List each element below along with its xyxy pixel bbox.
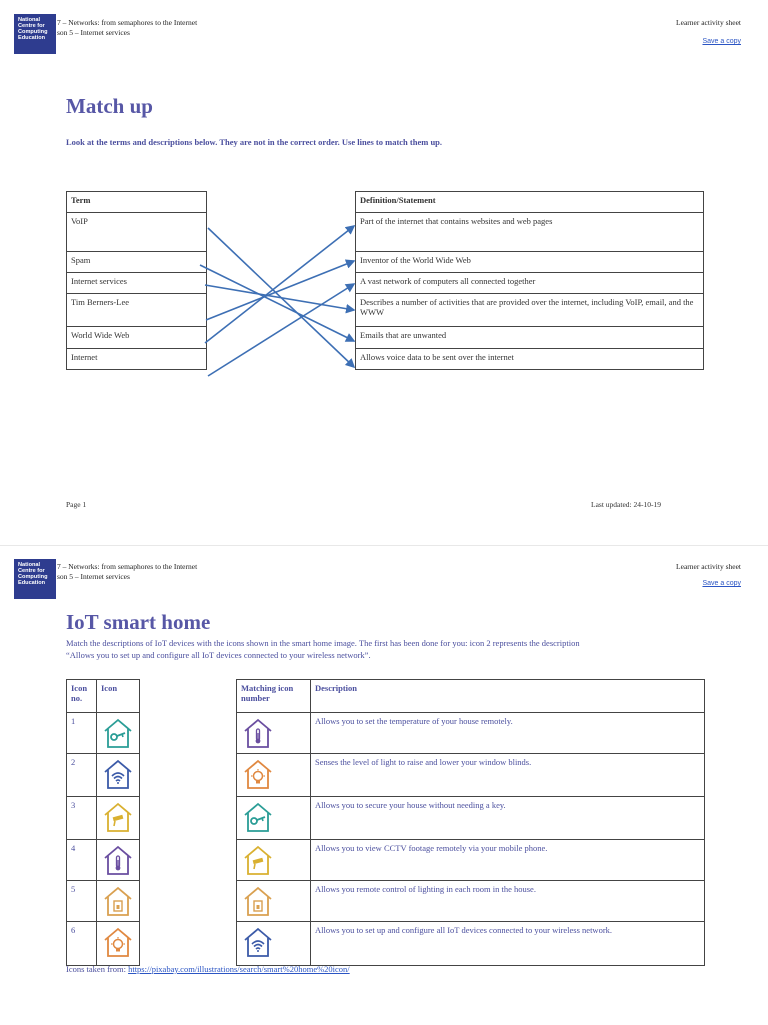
icon-number: 2 [67,754,97,797]
logo-line: Education [18,35,46,41]
sheet-type: Learner activity sheet [676,18,741,27]
icon-cell [97,797,140,840]
term-cell[interactable]: Internet services [67,273,207,294]
description-cell: Allows you to set up and configure all IoT devices connected to your wireless network. [311,922,705,966]
match-line [206,261,354,320]
term-header: Term [67,192,207,213]
bulb-house-icon [241,757,306,791]
logo-line: Education [18,580,46,586]
last-updated: Last updated: 24-10-19 [591,500,661,509]
intro-line: “Allows you to set up and configure all IoT devices connected to your wireless network”. [66,650,371,660]
logo-line: National [18,562,41,568]
matching-icon-cell[interactable] [237,922,311,966]
definition-cell[interactable]: Inventor of the World Wide Web [356,252,704,273]
credit-label: Icons taken from: [66,964,126,974]
wifi-house-icon [101,757,135,791]
matching-icon-cell[interactable] [237,797,311,840]
page-number: Page 1 [66,500,87,509]
thermometer-house-icon [241,716,306,750]
icon-no-header: Icon no. [67,680,97,713]
wifi-house-icon [241,925,306,959]
sheet-type: Learner activity sheet [676,562,741,571]
page-2 [0,545,768,1025]
description-cell: Allows you remote control of lighting in each room in the house. [311,881,705,922]
matching-icon-cell[interactable] [237,881,311,922]
key-house-icon [241,800,306,834]
definition-cell[interactable]: Part of the internet that contains websites and web pages [356,213,704,252]
unit-title: 7 – Networks: from semaphores to the Internet [57,562,198,571]
icon-number: 5 [67,881,97,922]
icon-number: 1 [67,713,97,754]
logo-line: Computing [18,29,48,35]
save-copy-link[interactable]: Save a copy [702,580,741,587]
icon-cell [97,881,140,922]
lesson-title: son 5 – Internet services [57,28,130,37]
term-cell[interactable]: World Wide Web [67,327,207,349]
description-cell: Allows you to secure your house without needing a key. [311,797,705,840]
term-cell[interactable]: Tim Berners-Lee [67,294,207,327]
matching-table [236,679,705,966]
match-lines [0,0,768,400]
matching-icon-header: Matching icon number [237,680,311,713]
description-cell: Allows you to set the temperature of your house remotely. [311,713,705,754]
light-switch-house-icon [101,884,135,918]
logo-line: National [18,17,41,23]
lesson-title: son 5 – Internet services [57,572,130,581]
matching-icon-cell[interactable] [237,754,311,797]
description-cell: Allows you to view CCTV footage remotely via your mobile phone. [311,840,705,881]
icon-table [66,679,140,966]
logo-line: Computing [18,574,48,580]
icon-number: 4 [67,840,97,881]
instruction-text: Look at the terms and descriptions below. They are not in the correct order. Use lines to match them up. [66,137,443,147]
cctv-house-icon [101,800,135,834]
page-title: Match up [66,94,153,118]
definition-header: Definition/Statement [356,192,704,213]
save-copy-link[interactable]: Save a copy [702,38,741,45]
bulb-house-icon [101,925,135,959]
icon-number: 3 [67,797,97,840]
unit-title: 7 – Networks: from semaphores to the Internet [57,18,198,27]
definition-cell[interactable]: A vast network of computers all connected together [356,273,704,294]
logo-line: Centre for [18,568,45,574]
icon-credit [66,964,350,974]
icon-cell [97,840,140,881]
definition-cell[interactable]: Allows voice data to be sent over the internet [356,349,704,370]
light-switch-house-icon [241,884,306,918]
intro-line: Match the descriptions of IoT devices with the icons shown in the smart home image. The first has been done for you: icon 2 represents the description [66,638,580,648]
matching-icon-cell[interactable] [237,713,311,754]
icon-cell [97,922,140,966]
intro-text [66,637,706,661]
icon-cell [97,754,140,797]
icon-cell [97,713,140,754]
term-cell[interactable]: Internet [67,349,207,370]
cctv-house-icon [241,843,306,877]
key-house-icon [101,716,135,750]
credit-link[interactable]: https://pixabay.com/illustrations/search/smart%20home%20icon/ [128,964,350,974]
icon-number: 6 [67,922,97,966]
matching-icon-cell[interactable] [237,840,311,881]
definition-cell[interactable]: Describes a number of activities that are provided over the internet, including VoIP, email, and the WWW [356,294,704,327]
icon-header: Icon [97,680,140,713]
description-cell: Senses the level of light to raise and lower your window blinds. [311,754,705,797]
logo-line: Centre for [18,23,45,29]
thermometer-house-icon [101,843,135,877]
definition-cell[interactable]: Emails that are unwanted [356,327,704,349]
match-line [205,226,354,343]
description-header: Description [311,680,705,713]
term-cell[interactable]: Spam [67,252,207,273]
page-title: IoT smart home [66,610,211,634]
term-cell[interactable]: VoIP [67,213,207,252]
ncce-logo [14,559,56,599]
